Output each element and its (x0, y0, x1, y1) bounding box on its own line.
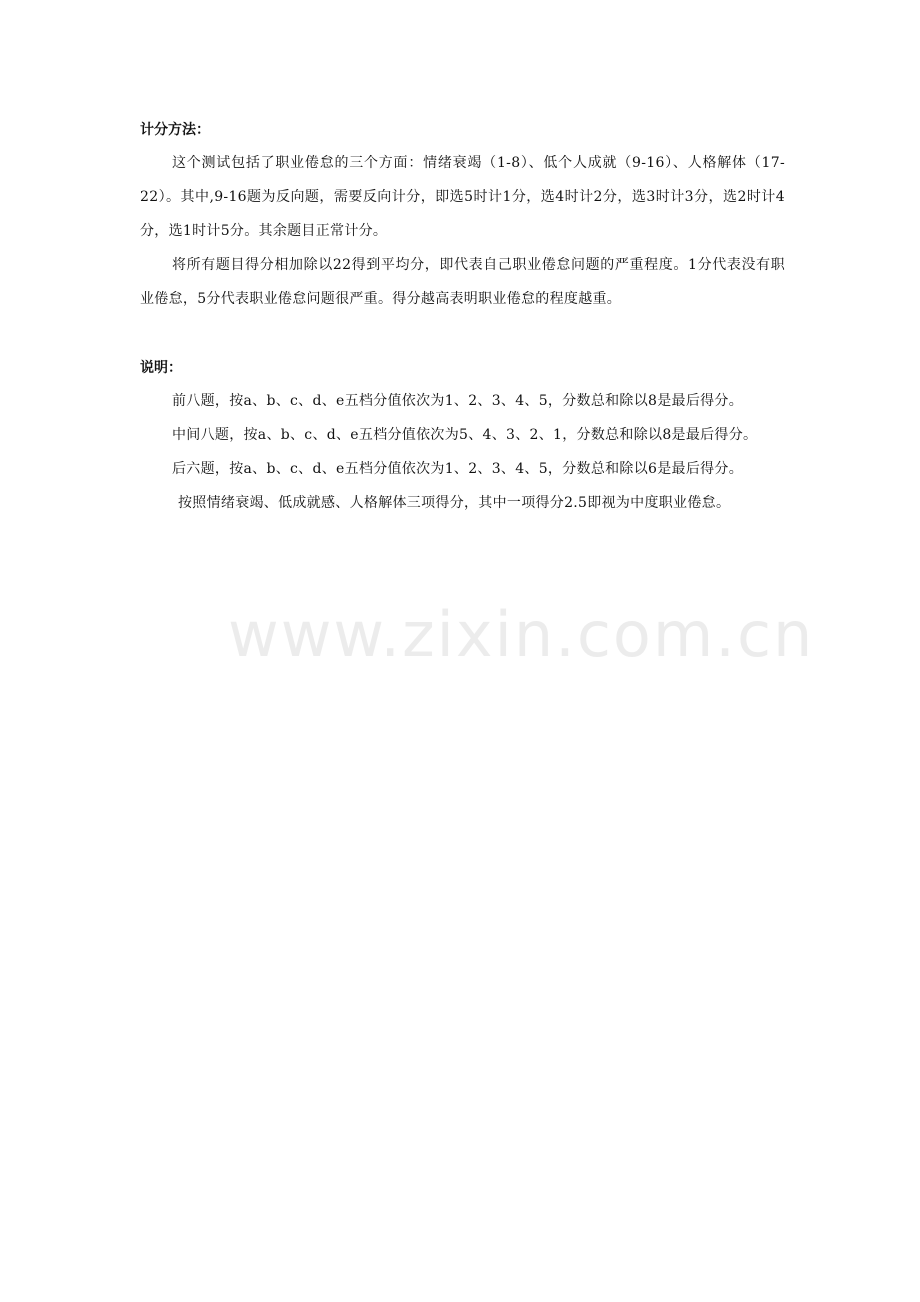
watermark: www.zixin.com.cn (228, 598, 815, 671)
notes-paragraph-3: 后六题，按a、b、c、d、e五档分值依次为1、2、3、4、5，分数总和除以6是最后得分。 (172, 461, 744, 477)
notes-paragraph-4: 按照情绪衰竭、低成就感、人格解体三项得分，其中一项得分2.5即视为中度职业倦怠。 (178, 495, 731, 511)
notes-paragraph-2: 中间八题，按a、b、c、d、e五档分值依次为5、4、3、2、1，分数总和除以8是最后得分。 (172, 427, 758, 443)
scoring-paragraph-2: 将所有题目得分相加除以22得到平均分，即代表自己职业倦怠问题的严重程度。1分代表没有职业倦怠，5分代表职业倦怠问题很严重。得分越高表明职业倦怠的程度越重。 (140, 257, 785, 307)
document-page (140, 118, 785, 520)
notes-heading: 说明： (140, 360, 182, 376)
section-spacer (140, 316, 785, 356)
scoring-heading: 计分方法： (140, 122, 210, 138)
scoring-paragraph-1: 这个测试包括了职业倦怠的三个方面：情绪衰竭（1-8）、低个人成就（9-16）、人格解体（17-22）。其中,9-16题为反向题，需要反向计分，即选5时计1分，选4时计2分，选3时计3分，选2时计4分，选1时计5分。其余题目正常计分。 (140, 155, 785, 239)
notes-paragraph-1: 前八题，按a、b、c、d、e五档分值依次为1、2、3、4、5，分数总和除以8是最后得分。 (172, 393, 744, 409)
